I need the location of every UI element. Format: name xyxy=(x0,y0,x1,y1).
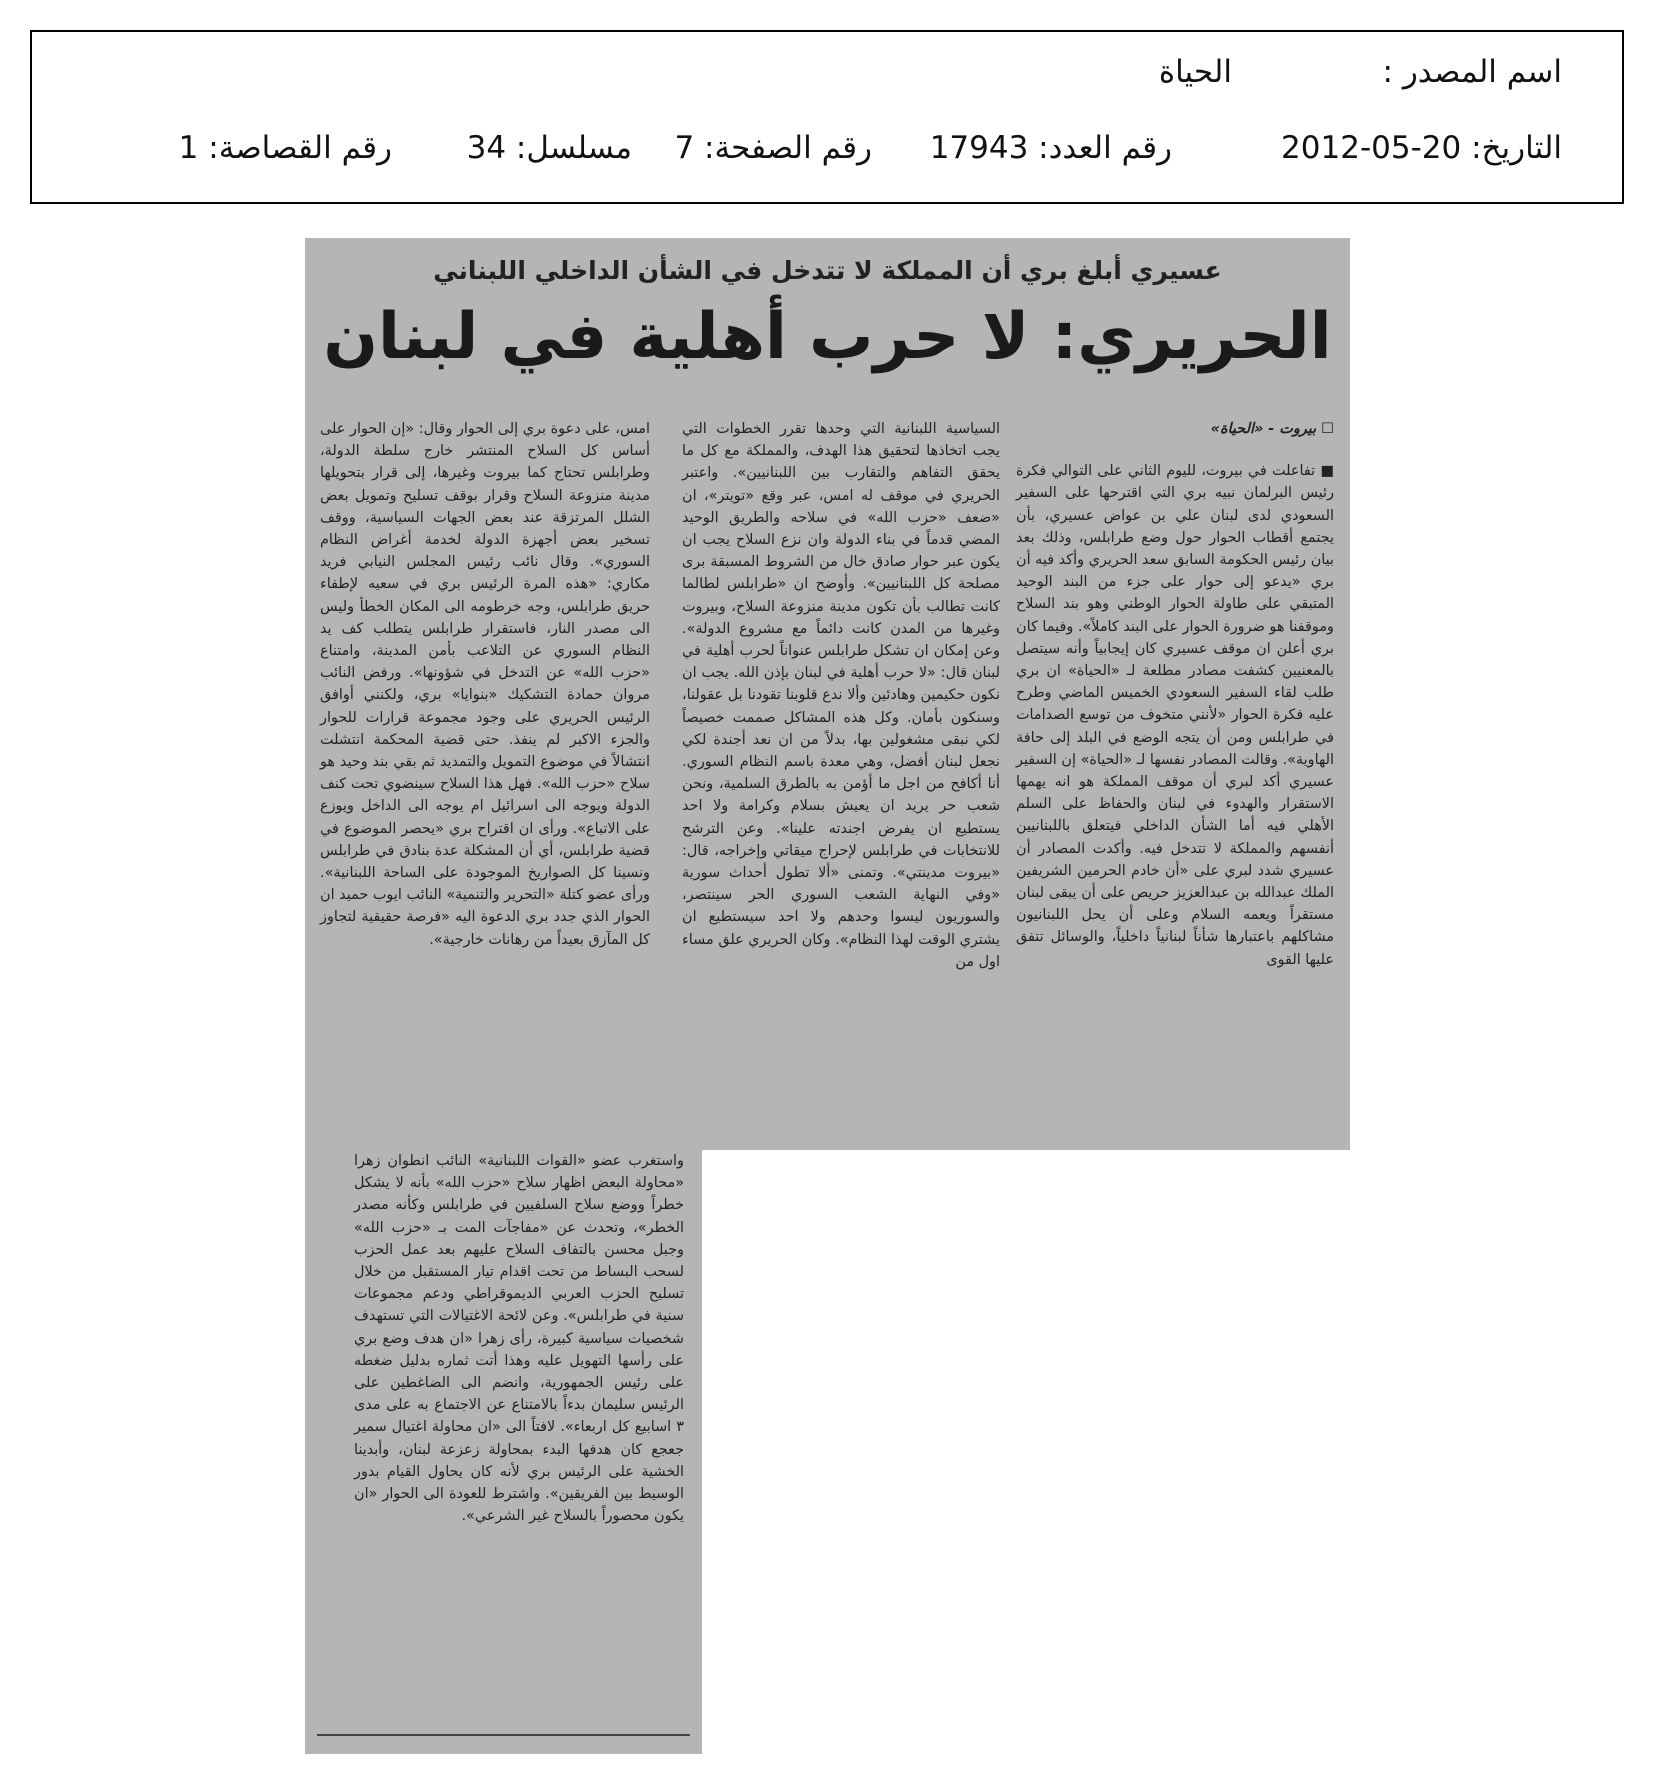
issue-field: رقم العدد: 17943 xyxy=(929,130,1172,166)
article-column-left xyxy=(320,418,650,951)
source-value: الحياة xyxy=(1158,54,1232,90)
article-column-continuation xyxy=(354,1150,684,1527)
clip-number-field: رقم القصاصة: 1 xyxy=(178,130,392,166)
newspaper-clipping-continuation xyxy=(305,1150,702,1754)
column-left-text: امس، على دعوة بري إلى الحوار وقال: «إن الحوار على أساس كل السلاح المنتشر خارج سلطة الدولة، وطرابلس تحتاج كما بيروت وغيرها، إلى قرار بتحويلها مدينة منزوعة السلاح وقرار بوقف تسليح وتمويل بعض الشلل المرتزقة عند بعض الجهات السياسية، ووقف تسخير بعض أجهزة الدولة لخدمة أغراض النظام السوري». وقال نائب رئيس المجلس النيابي فريد مكاري: «هذه المرة الرئيس بري في سعيه لإطفاء حريق طرابلس، وجه خرطومه الى المكان الخطأ وليس الى مصدر النار، فاستقرار طرابلس يتطلب كف يد النظام السوري عن التلاعب بأمن المدينة، وامتناع «حزب الله» عن التدخل في شؤونها». ورفض النائب مروان حمادة التشكيك «بنوايا» بري، ولكنني أوافق الرئيس الحريري على وجود مجموعة قرارات للحوار والجزء الاكبر لم ينفذ. حتى قضية المحكمة انتشلت انتشالاً في موضوع التمويل والتمديد ثم بقي بند وحيد هو سلاح «حزب الله». فهل هذا السلاح سينضوي تحت كنف الدولة ويوجه الى اسرائيل ام يوجه الى الداخل ويوزع على الاتباع». ورأى ان اقتراح بري «يحصر الموضوع في قضية طرابلس، أي أن المشكلة عدة بنادق في طرابلس ونسينا كل الصواريخ الموجودة على الساحة اللبنانية». ورأى عضو كتلة «التحرير والتنمية» النائب ايوب حميد ان الحوار الذي جدد بري الدعوة اليه «فرصة حقيقية لتجاوز كل المآزق بعيداً من رهانات خارجية». xyxy=(320,421,650,948)
newspaper-clipping xyxy=(305,238,1350,1150)
date-field: التاريخ: 20-05-2012 xyxy=(1281,130,1562,166)
article-column-middle xyxy=(682,418,1000,973)
article-subheadline: عسيري أبلغ بري أن المملكة لا تتدخل في الشأن الداخلي اللبناني xyxy=(433,256,1222,285)
clipping-header xyxy=(30,30,1624,204)
serial-field: مسلسل: 34 xyxy=(466,130,632,166)
article-headline: الحريري: لا حرب أهلية في لبنان xyxy=(323,300,1332,374)
source-label: اسم المصدر : xyxy=(1382,54,1562,90)
column-middle-text: السياسية اللبنانية التي وحدها تقرر الخطوات التي يجب اتخاذها لتحقيق هذا الهدف، والمملكة مع كل ما يحقق التفاهم والتقارب بين اللبنانيين». واعتبر الحريري في موقف له امس، عبر وقع «تويتر»، ان «ضعف «حزب الله» في سلاحه والطريق الوحيد المضي قدماً في بناء الدولة وان نزع السلاح يجب ان يكون عبر حوار صادق خال من الشروط المسبقة برى مصلحة كل اللبنانيين». وأوضح ان «طرابلس لطالما كانت تطالب بأن تكون مدينة منزوعة السلاح، وبيروت وغيرها من المدن كانت دائماً مع مشروع الدولة». وعن إمكان ان تشكل طرابلس عنواناً لحرب أهلية في لبنان قال: «لا حرب أهلية في لبنان بإذن الله. يجب ان نكون حكيمين وهادئين وألا ندع قلوبنا تقودنا بل عقولنا، وسنكون بأمان. وكل هذه المشاكل صممت خصيصاً لكي نبقى مشغولين بها، بدلاً من ان نعد أجندة لكي نجعل لبنان أفضل، وهي معدة باسم النظام السوري. أنا أكافح من اجل ما أؤمن به بالطرق السلمية، ونحن شعب حر يريد ان يعيش بسلام وكرامة ولا احد يستطيع ان يفرض اجندته علينا». وعن الترشح للانتخابات في طرابلس لإحراج ميقاتي وإخراجه، قال: «بيروت مدينتي». وتمنى «ألا تطول أحداث سورية «وفي النهاية الشعب السوري الحر سينتصر، والسوريون ليسوا وحدهم ولا احد سيستطيع ان يشتري الوقت لهذا النظام». وكان الحريري علق مساء اول من xyxy=(682,421,1000,970)
article-column-right xyxy=(1016,418,1334,971)
page-field: رقم الصفحة: 7 xyxy=(674,130,872,166)
article-dateline: ☐ بيروت - «الحياة» xyxy=(1210,421,1334,437)
column-continuation-text: واستغرب عضو «القوات اللبنانية» النائب انطوان زهرا «محاولة البعض اظهار سلاح «حزب الله» بأنه لا يشكل خطراً ووضع سلاح السلفيين في طرابلس وكأنه مصدر الخطر»، وتحدث عن «مفاجآت المت بـ «حزب الله» وجبل محسن بالتفاف السلاح عليهم بعد عمل الحزب لسحب البساط من تحت اقدام تيار المستقبل من خلال تسليح الحزب العربي الديموقراطي ودعم مجموعات سنية في طرابلس». وعن لائحة الاغتيالات التي تستهدف شخصيات سياسية كبيرة، رأى زهرا «ان هدف وضع بري على رأسها التهويل عليه وهذا أتت ثماره بدليل ضغطه على رئيس الجمهورية، وانضم الى الضاغطين على الرئيس سليمان بدءاً بالامتناع عن الاجتماع به على مدى ٣ اسابيع كل اربعاء». لافتاً الى «ان محاولة اغتيال سمير جعجع كان هدفها البدء بمحاولة زعزعة لبنان، وأبدينا الخشية على الرئيس بري لأنه كان يحاول القيام بدور الوسيط بين الفريقين». واشترط للعودة الى الحوار «ان يكون محصوراً بالسلاح غير الشرعي». xyxy=(354,1153,684,1525)
column-right-text: ■ تفاعلت في بيروت، لليوم الثاني على التوالي فكرة رئيس البرلمان نبيه بري التي اقترحها على السفير السعودي لدى لبنان علي بن عواض عسيري، بأن يجتمع أقطاب الحوار حول وضع طرابلس، وذلك بعد بيان رئيس الحكومة السابق سعد الحريري وأكد فيه أن بري «يدعو إلى حوار على جزء من البند الوحيد المتبقي على طاولة الحوار الوطني وهو بند السلاح وموقفنا هو ضرورة الحوار على البند كاملاً». وفيما كان بري أعلن ان موقف عسيري كان إيجابياً وأنه سيتصل بالمعنيين كشفت مصادر مطلعة لـ «الحياة» ان بري طلب لقاء السفير السعودي الخميس الماضي وطرح عليه فكرة الحوار «لأنني متخوف من توسع الصدامات في طرابلس ومن أن يتجه الوضع في البلد إلى حافة الهاوية». وقالت المصادر نفسها لـ «الحياة» إن السفير عسيري أكد لبري أن موقف المملكة هو انه يهمها الاستقرار والهدوء في لبنان والحفاظ على السلم الأهلي فيه أما الشأن الداخلي فيتعلق باللبنانيين أنفسهم والمملكة لا تتدخل فيه. وأكدت المصادر أن عسيري شدد لبري على «أن خادم الحرمين الشريفين الملك عبدالله بن عبدالعزيز حريص على أن يبقى لبنان مستقراً ويعمه السلام وعلى أن يحل اللبنانيون مشاكلهم باعتبارها شأناً لبنانياً داخلياً، والوسائل تتفق عليها القوى xyxy=(1016,463,1334,968)
bottom-rule xyxy=(317,1734,690,1736)
